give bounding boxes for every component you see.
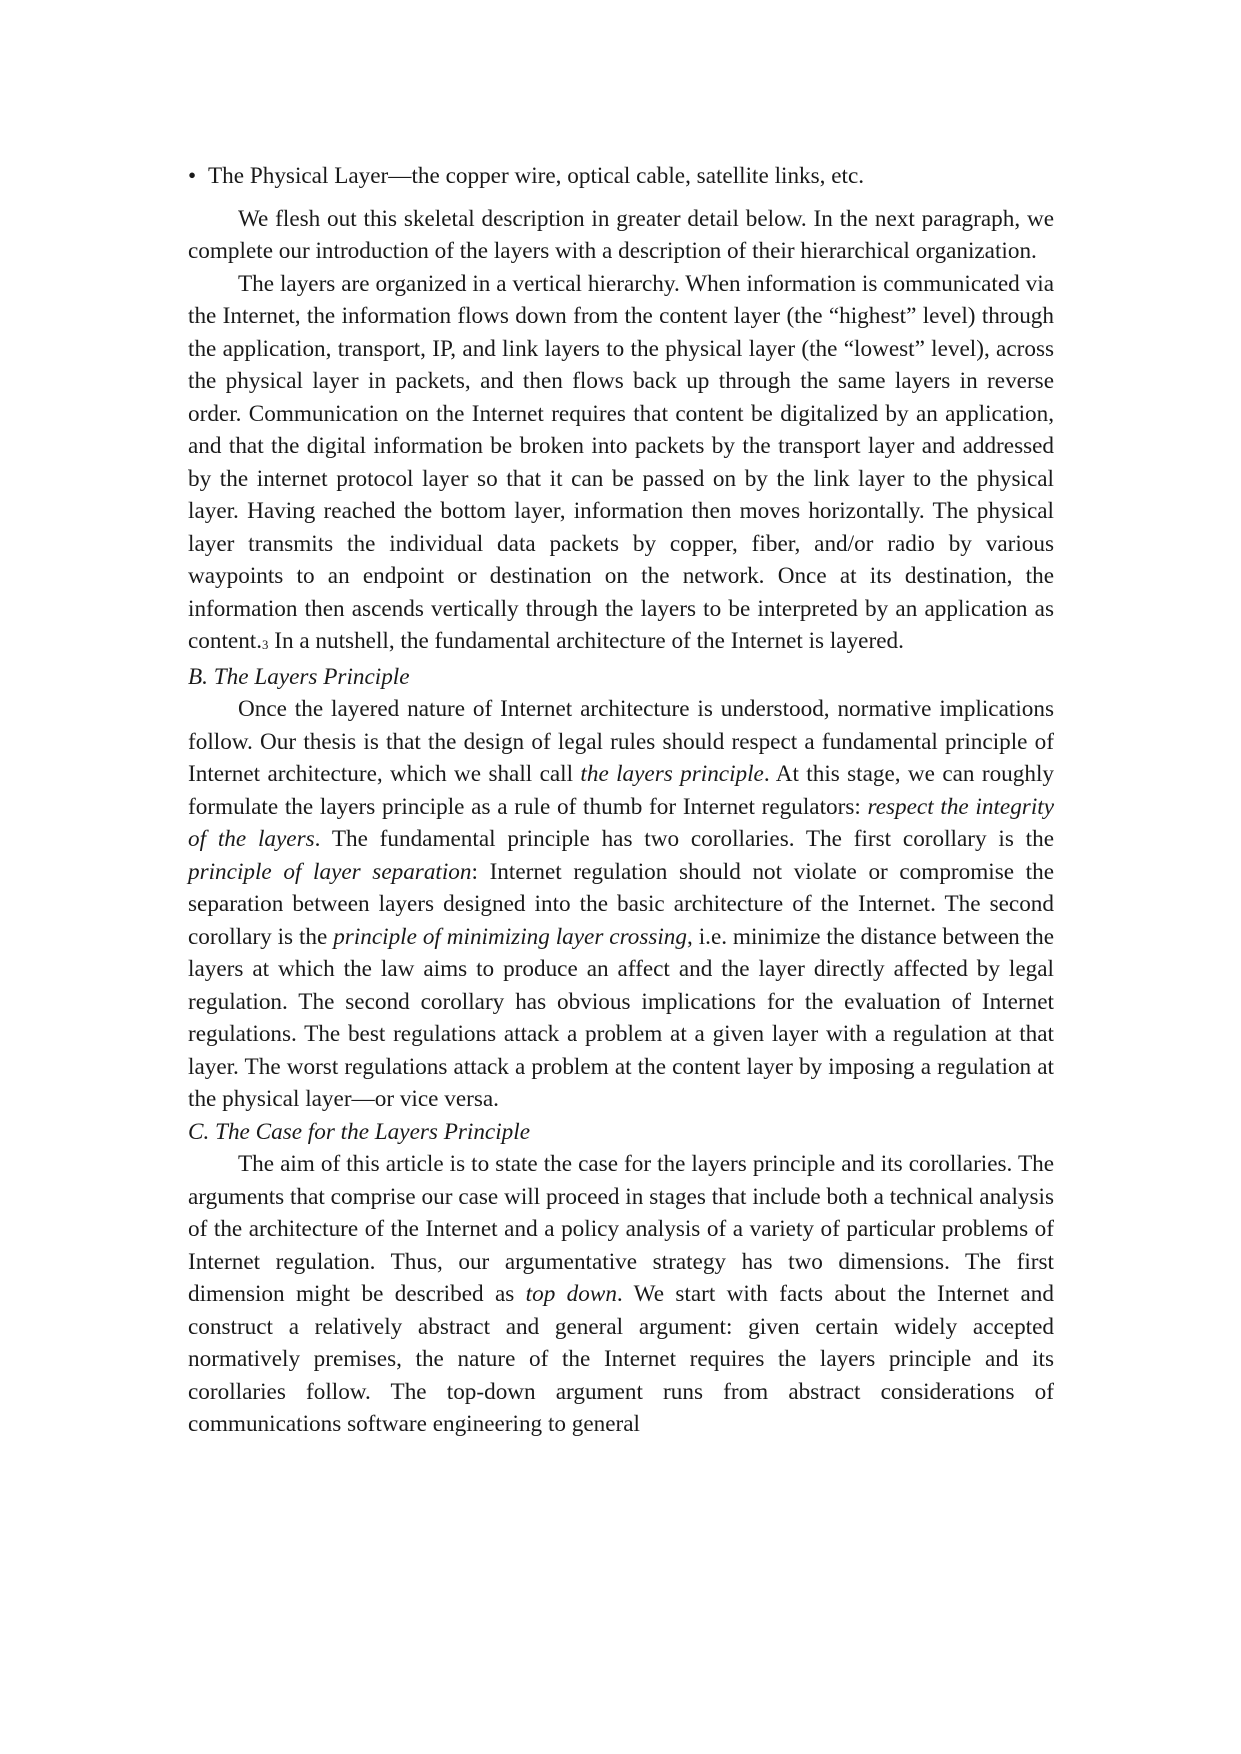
paragraph-case-for-principle bbox=[188, 1148, 1054, 1441]
document-page bbox=[188, 160, 1054, 1441]
emphasis-term: top down bbox=[525, 1281, 617, 1307]
paragraph-text: In a nutshell, the fundamental architecture of the Internet is layered. bbox=[268, 628, 904, 654]
bullet-text: The Physical Layer—the copper wire, optical cable, satellite links, etc. bbox=[208, 163, 865, 189]
bullet-icon: • bbox=[188, 163, 197, 189]
emphasis-term: the layers principle bbox=[580, 761, 764, 787]
paragraph-text: . We start with facts about the Internet and construct a relatively abstract and general argument: given certain widely accepted normatively premises, the nature of the Internet requires the layers principle and its corollaries follow. The top-down argument runs from abstract considerations of communications software engineering to general bbox=[188, 1281, 1054, 1437]
emphasis-term: respect the integrity of the layers bbox=[188, 793, 1054, 852]
emphasis-term: principle of minimizing layer crossing bbox=[333, 923, 687, 950]
paragraph-text: . The fundamental principle has two corollaries. The first corollary is the bbox=[314, 826, 1055, 852]
paragraph-text: : Internet regulation should not violate or compromise the separation between layers designed into the basic architecture of the Internet. The second corollary is the bbox=[188, 858, 1054, 950]
paragraph-text: The layers are organized in a vertical hierarchy. When information is communicated via the Internet, the information flows down from the content layer (the “highest” level) through the application, transport, IP, and link layers to the physical layer (the “lowest” level), across the physical layer in packets, and then flows back up through the same layers in reverse order. Communication on the Internet requires that content be digitalized by an application, and that the digital information be broken into packets by the transport layer and addressed by the internet protocol layer so that it can be passed on by the link layer to the physical layer. Having reached the bottom layer, information then moves horizontally. The physical layer transmits the individual data packets by copper, fiber, and/or radio by various waypoints to an endpoint or destination on the network. Once at its destination, the information then ascends vertically through the layers to be interpreted by an application as content. bbox=[188, 270, 1054, 654]
paragraph-text: . At this stage, we can roughly formulate the layers principle as a rule of thumb for Internet regulators: bbox=[188, 761, 1054, 820]
section-heading-b: B. The Layers Principle bbox=[188, 663, 410, 690]
paragraph-text: Once the layered nature of Internet architecture is understood, normative implications follow. Our thesis is that the design of legal rules should respect a fundamental principle of Internet architecture, which we shall call bbox=[188, 696, 1054, 787]
section-heading-c: C. The Case for the Layers Principle bbox=[188, 1118, 530, 1145]
paragraph-text: The aim of this article is to state the case for the layers principle and its corollaries. The arguments that comprise our case will proceed in stages that include both a technical analysis of the architecture of the Internet and a policy analysis of a variety of particular problems of Internet regulation. Thus, our argumentative strategy has two dimensions. The first dimension might be described as bbox=[188, 1151, 1054, 1307]
emphasis-term: principle of layer separation bbox=[188, 858, 472, 885]
paragraph-text: , i.e. minimize the distance between the layers at which the law aims to produce an affect and the layer directly affected by legal regulation. The second corollary has obvious implications for the evaluation of Internet regulations. The best regulations attack a problem at a given layer with a regulation at that layer. The worst regulations attack a problem at the content layer by imposing a regulation at the physical layer—or vice versa. bbox=[188, 923, 1054, 1112]
bullet-item-physical-layer bbox=[188, 160, 1054, 193]
paragraph-layers-principle bbox=[188, 693, 1054, 1116]
footnote-marker[interactable]: 3 bbox=[262, 637, 269, 652]
paragraph-vertical-hierarchy bbox=[188, 268, 1054, 661]
paragraph-skeletal-description: We flesh out this skeletal description in greater detail below. In the next paragraph, we complete our introduction of the layers with a description of their hierarchical organization. bbox=[188, 205, 1054, 264]
